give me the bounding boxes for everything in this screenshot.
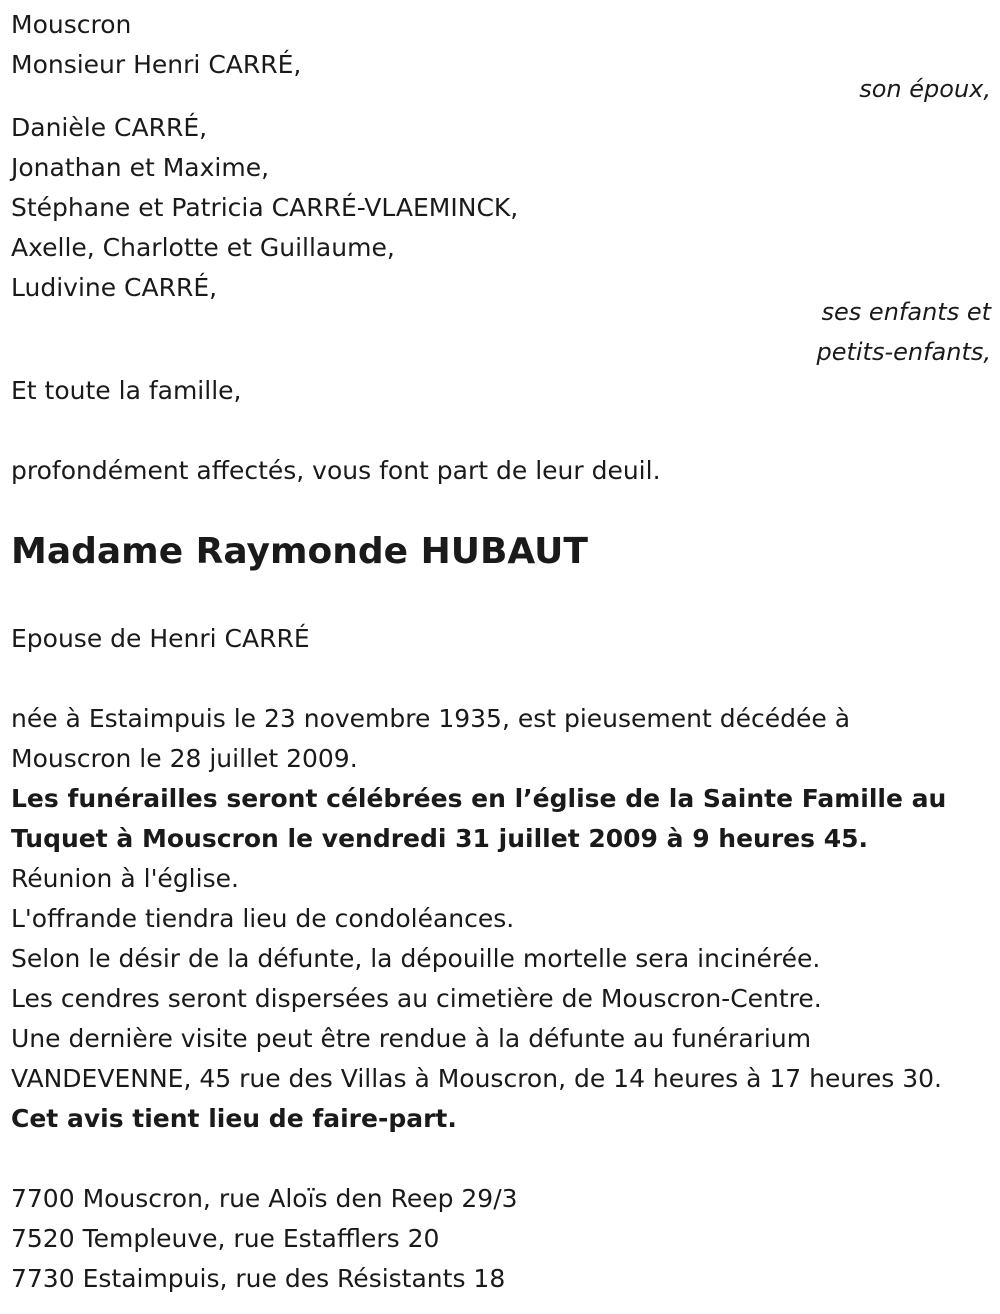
child-name-2: Jonathan et Maxime, <box>11 153 270 182</box>
child-name-5: Ludivine CARRÉ, <box>11 273 218 302</box>
funeral-line1: Les funérailles seront célébrées en l’église de la Sainte Famille au <box>11 784 947 813</box>
address-2: 7520 Templeuve, rue Estafflers 20 <box>11 1224 440 1253</box>
child-name-3: Stéphane et Patricia CARRÉ-VLAEMINCK, <box>11 193 519 222</box>
funeral-line2: Tuquet à Mouscron le vendredi 31 juillet 2009 à 9 heures 45. <box>11 824 869 853</box>
address-1: 7700 Mouscron, rue Aloïs den Reep 29/3 <box>11 1184 518 1213</box>
meeting-line: Réunion à l'église. <box>11 864 239 893</box>
spouse-of-line: Epouse de Henri CARRÉ <box>11 624 310 653</box>
city-header: Mouscron <box>11 10 132 39</box>
child-name-1: Danièle CARRÉ, <box>11 113 208 142</box>
visit-line2: VANDEVENNE, 45 rue des Villas à Mouscron, de 14 heures à 17 heures 30. <box>11 1064 943 1093</box>
birth-death-line1: née à Estaimpuis le 23 novembre 1935, est pieusement décédée à <box>11 704 851 733</box>
children-relation-line1: ses enfants et <box>821 298 991 326</box>
visit-line1: Une dernière visite peut être rendue à la défunte au funérarium <box>11 1024 812 1053</box>
spouse-name: Monsieur Henri CARRÉ, <box>11 50 302 79</box>
family-line: Et toute la famille, <box>11 376 242 405</box>
children-relation-line2: petits-enfants, <box>816 338 991 366</box>
deceased-name: Madame Raymonde HUBAUT <box>11 531 588 572</box>
announcement-line: profondément affectés, vous font part de leur deuil. <box>11 456 661 485</box>
spouse-relation: son époux, <box>859 75 991 103</box>
notice-line: Cet avis tient lieu de faire-part. <box>11 1104 457 1133</box>
cremation-line: Selon le désir de la défunte, la dépouille mortelle sera incinérée. <box>11 944 821 973</box>
child-name-4: Axelle, Charlotte et Guillaume, <box>11 233 395 262</box>
offering-line: L'offrande tiendra lieu de condoléances. <box>11 904 515 933</box>
ashes-line: Les cendres seront dispersées au cimetière de Mouscron-Centre. <box>11 984 822 1013</box>
address-3: 7730 Estaimpuis, rue des Résistants 18 <box>11 1264 506 1293</box>
birth-death-line2: Mouscron le 28 juillet 2009. <box>11 744 358 773</box>
